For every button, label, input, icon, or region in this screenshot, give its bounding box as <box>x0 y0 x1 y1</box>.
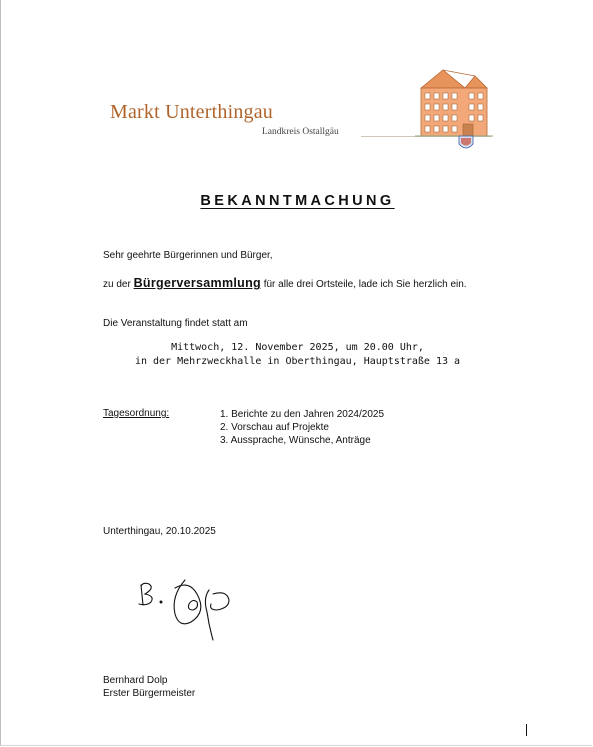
town-hall-logo-icon <box>413 66 495 154</box>
municipality-name: Markt Unterthingau <box>110 101 274 123</box>
signatory-role: Erster Bürgermeister <box>103 688 196 699</box>
agenda-item: 1. Berichte zu den Jahren 2024/2025 <box>220 409 385 420</box>
event-name: Bürgerversammlung <box>133 276 261 290</box>
signature-icon <box>133 572 243 644</box>
salutation: Sehr geehrte Bürgerinnen und Bürger, <box>103 250 273 261</box>
agenda-label: Tagesordnung: <box>103 408 170 419</box>
event-location: in der Mehrzweckhalle in Oberthingau, Hauptstraße 13 a <box>134 356 461 367</box>
agenda-item: 3. Aussprache, Wünsche, Anträge <box>220 435 371 446</box>
invite-prefix: zu der <box>103 279 131 290</box>
invitation-line <box>103 276 467 290</box>
event-date: Mittwoch, 12. November 2025, um 20.00 Uhr, <box>171 342 424 353</box>
invite-suffix: für alle drei Ortsteile, lade ich Sie herzlich ein. <box>263 279 467 290</box>
text-cursor <box>526 724 527 736</box>
document-title: BEKANNTMACHUNG <box>200 193 395 209</box>
event-intro: Die Veranstaltung findet statt am <box>103 318 248 329</box>
agenda-item: 2. Vorschau auf Projekte <box>220 422 329 433</box>
place-date: Unterthingau, 20.10.2025 <box>103 526 216 537</box>
district-name: Landkreis Ostallgäu <box>262 127 339 137</box>
agenda-list <box>220 408 384 447</box>
signatory-name: Bernhard Dolp <box>103 675 168 686</box>
